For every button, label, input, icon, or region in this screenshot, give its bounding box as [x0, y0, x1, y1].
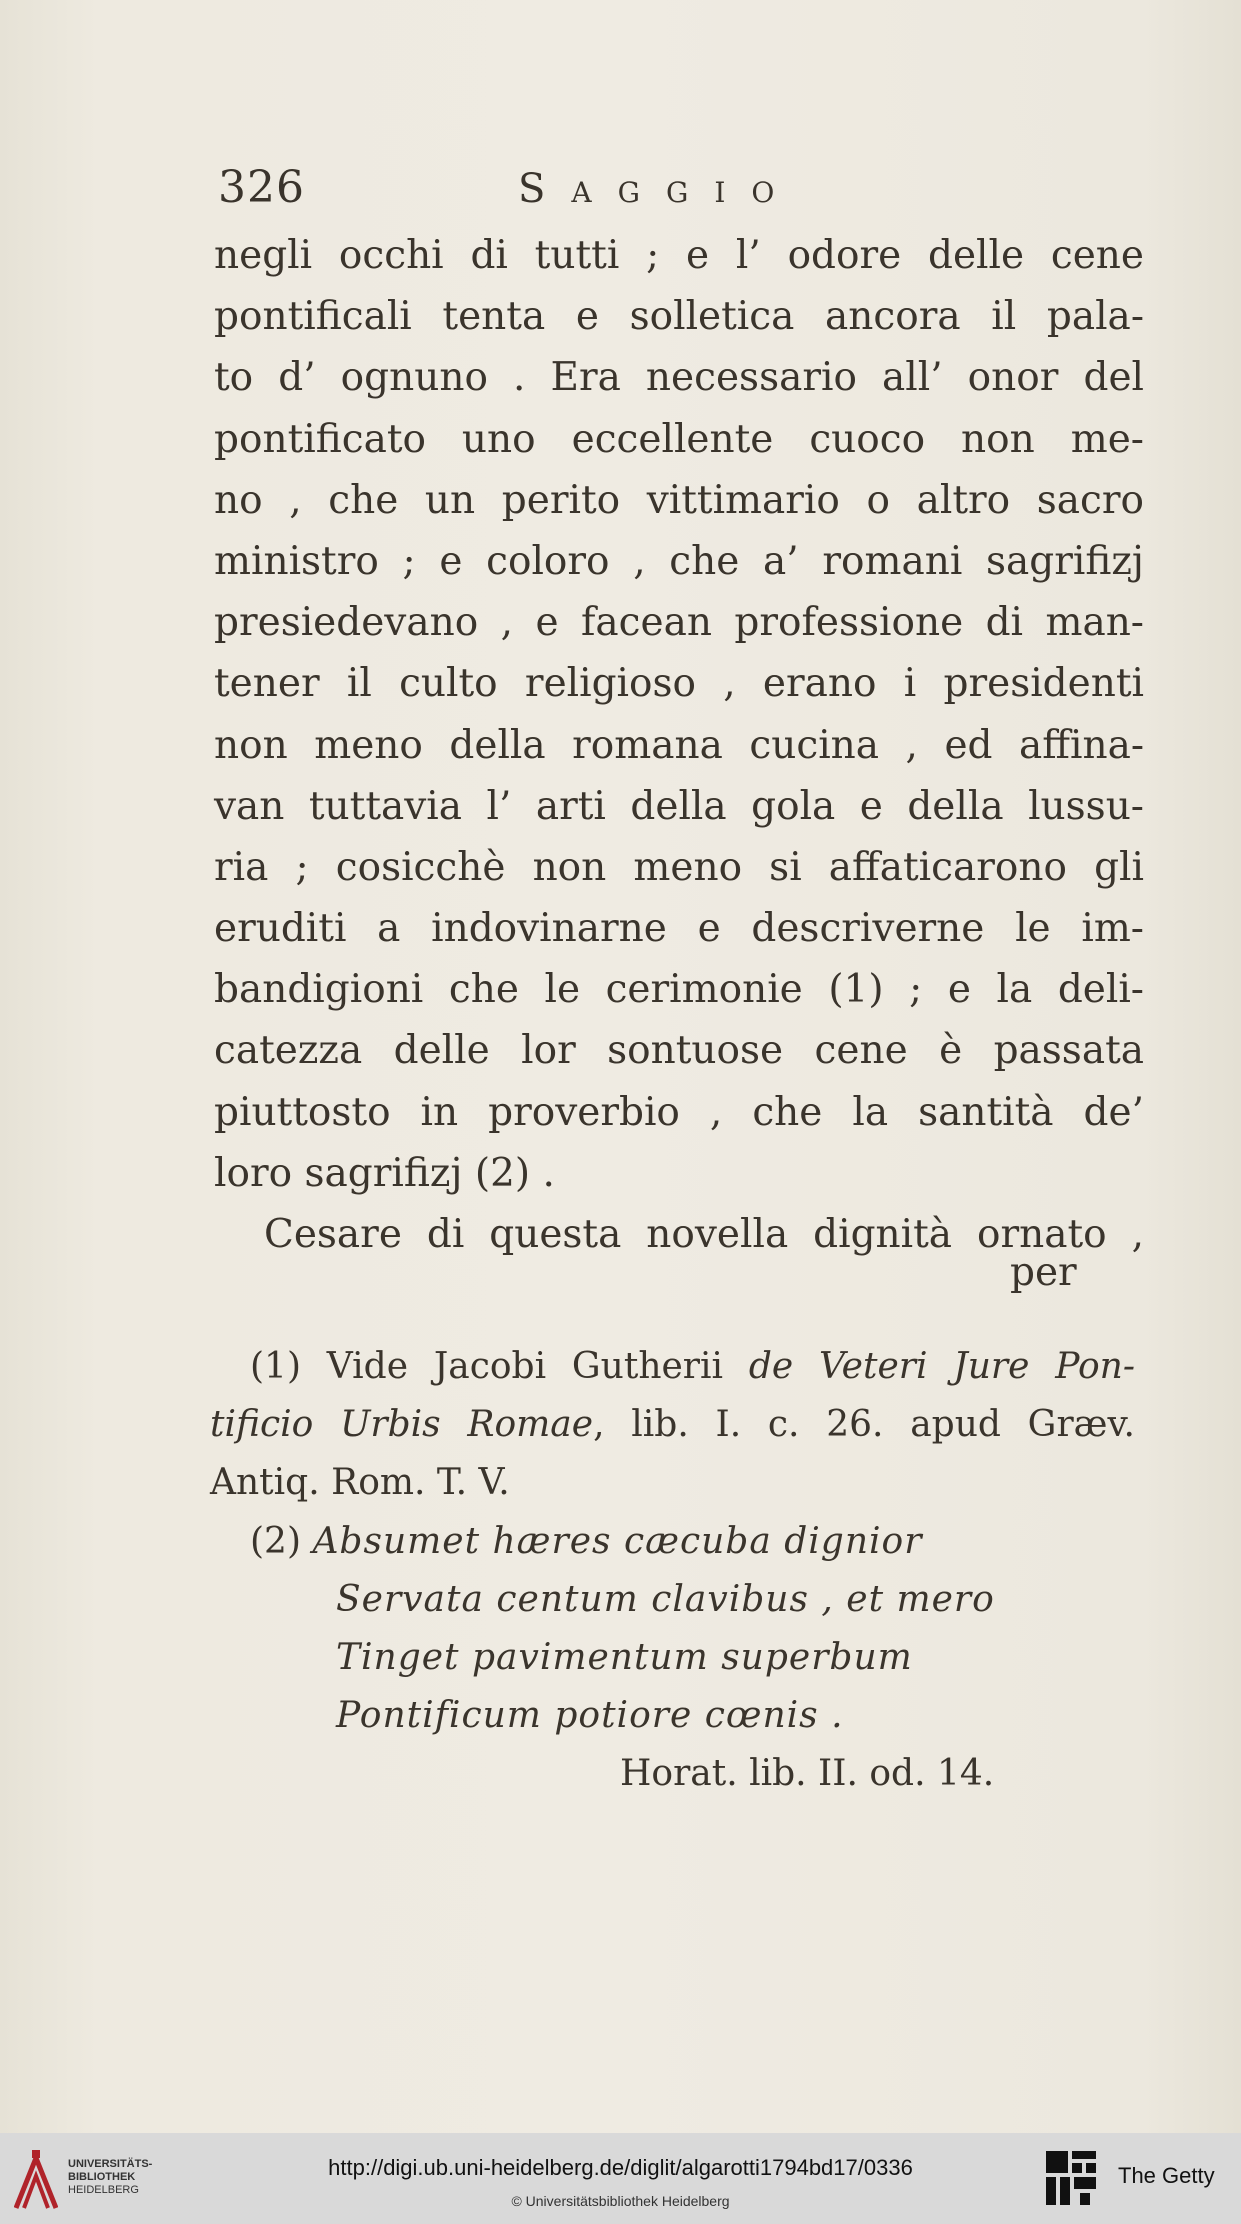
text-line: bandigioni che le cerimonie (1) ; e la deli- [214, 967, 1144, 1013]
page-number: 326 [218, 162, 305, 213]
footnote-2-verse [250, 1513, 1150, 1803]
verse-line-text: Servata centum clavibus , et mero [336, 1579, 995, 1620]
text-line: loro sagrifizj (2) . [214, 1150, 555, 1196]
permalink-url[interactable]: http://digi.ub.uni-heidelberg.de/diglit/algarotti1794bd17/0336 [328, 2155, 913, 2180]
text-line: catezza delle lor sontuose cene è passata [214, 1028, 1144, 1074]
text-line: ria ; cosicchè non meno si affaticarono gli [214, 844, 1144, 890]
text-line: van tuttavia l’ arti della gola e della lussu- [214, 783, 1144, 829]
verse-line [250, 1571, 1150, 1629]
text-line: no , che un perito vittimario o altro sacro [214, 477, 1144, 523]
text-line: negli occhi di tutti ; e l’ odore delle cene [214, 233, 1144, 278]
footnote-1-citation: (1) Vide Jacobi Gutherii [250, 1346, 749, 1387]
footnote-1-line-2 [210, 1396, 1135, 1454]
library-name: UNIVERSITÄTS- BIBLIOTHEK HEIDELBERG [68, 2158, 153, 2196]
running-title: Saggio [518, 166, 801, 212]
verse-line [250, 1687, 1150, 1745]
footnote-1-reference: , lib. I. c. 26. apud Græv. [593, 1404, 1135, 1445]
verse-line-text: Tinget pavimentum superbum [336, 1637, 913, 1678]
text-line: piuttosto in proverbio , che la santità de’ [214, 1089, 1144, 1135]
footnote-1-title-part-2: tificio Urbis Romae [210, 1404, 594, 1445]
verse-line [250, 1513, 1150, 1571]
copyright-notice: © Universitätsbibliothek Heidelberg [511, 2193, 730, 2209]
sponsor-name[interactable]: The Getty [1118, 2163, 1215, 2188]
footnote-2-marker: (2) [250, 1521, 313, 1562]
footnote-1-line-3: Antiq. Rom. T. V. [210, 1462, 510, 1503]
text-line: pontificali tenta e solletica ancora il pala- [214, 294, 1144, 340]
text-line: non meno della romana cucina , ed affina- [214, 722, 1144, 768]
main-text [214, 225, 1144, 1265]
text-line: ministro ; e coloro , che a’ romani sagrifizj [214, 538, 1144, 584]
footnotes [210, 1338, 1135, 1512]
text-line: to d’ ognuno . Era necessario all’ onor del [214, 355, 1144, 401]
text-line: pontificato uno eccellente cuoco non me- [214, 416, 1144, 462]
verse-line-text: Pontificum potiore cœnis . [336, 1695, 844, 1736]
catchword: per [1010, 1250, 1077, 1295]
viewer-footer [0, 2133, 1241, 2224]
text-line: presiedevano , e facean professione di man- [214, 600, 1144, 646]
text-line: eruditi a indovinarne e descriverne le im- [214, 906, 1144, 952]
getty-logo-icon[interactable] [1044, 2149, 1098, 2207]
verse-source: Horat. lib. II. od. 14. [620, 1753, 995, 1794]
footnote-1-title-part-1: de Veteri Jure Pon- [748, 1346, 1135, 1387]
verse-line [250, 1629, 1150, 1687]
footnote-1-line-1 [210, 1338, 1135, 1396]
text-line-paragraph-start: Cesare di questa novella dignità ornato , [264, 1212, 1144, 1257]
verse-line-text: Absumet hæres cæcuba dignior [312, 1521, 923, 1562]
running-head [218, 162, 1138, 218]
text-line: tener il culto religioso , erano i presidenti [214, 661, 1144, 707]
